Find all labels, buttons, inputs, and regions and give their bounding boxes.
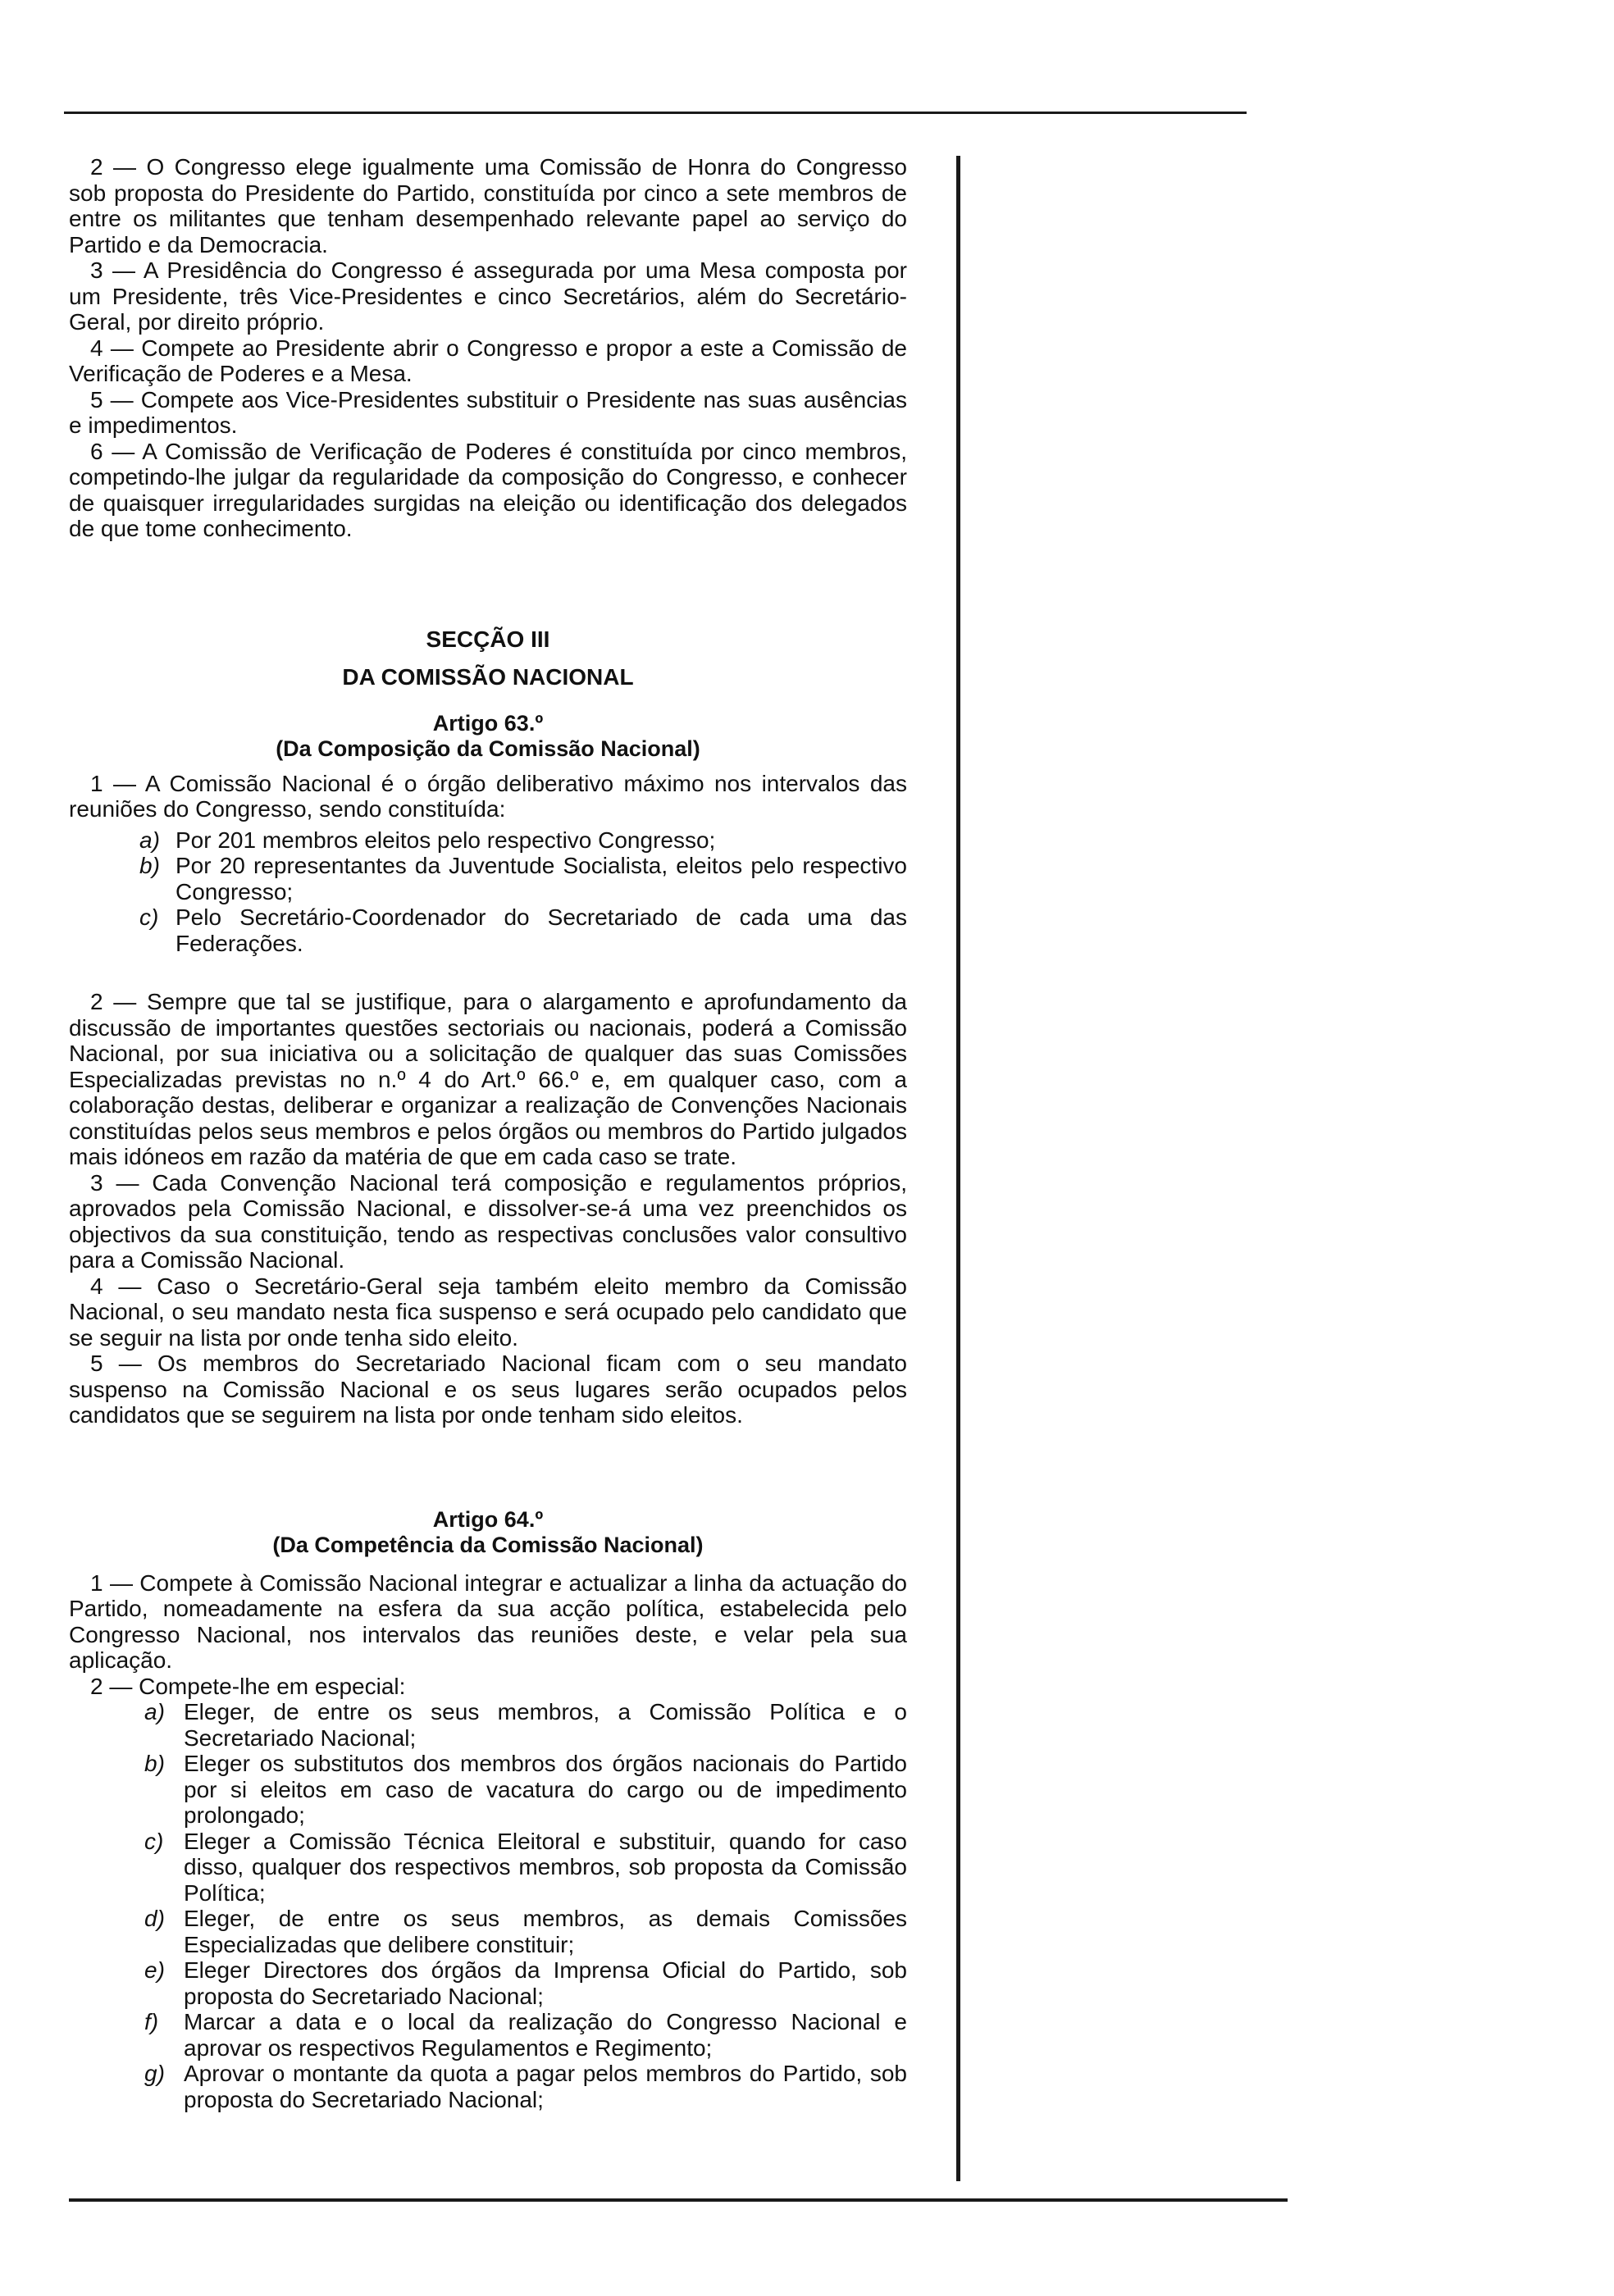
article-64-paragraph-2: 2 — Compete-lhe em especial: xyxy=(90,1673,406,1699)
list-marker: a) xyxy=(139,827,160,853)
list-item-text: Eleger, de entre os seus membros, a Comissão Política e o Secretariado Nacional; xyxy=(184,1699,907,1751)
paragraph-2: 2 — O Congresso elege igualmente uma Comissão de Honra do Congresso sob proposta do Presidente do Partido, constituída por cinco a sete membros de entre os militantes que tenham desempenhado relevante papel ao serviço do Partido e da Democracia. xyxy=(69,154,907,257)
list-item-text: Eleger os substitutos dos membros dos órgãos nacionais do Partido por si eleitos em caso de vacatura do cargo ou de impedimento prolongado; xyxy=(184,1751,907,1828)
paragraph-6: 6 — A Comissão de Verificação de Poderes é constituída por cinco membros, competindo-lhe julgar da regularidade da composição do Congresso, e conhecer de quaisquer irregularidades surgidas na eleição ou identificação dos delegados de que tome conhecimento. xyxy=(69,438,907,541)
list-item xyxy=(69,1957,907,2009)
article-64-list xyxy=(69,1699,907,2112)
list-marker: f) xyxy=(144,2009,159,2034)
paragraph-4: 4 — Compete ao Presidente abrir o Congresso e propor a este a Comissão de Verificação de Poderes e a Mesa. xyxy=(69,335,907,386)
list-item xyxy=(69,827,907,854)
list-marker: b) xyxy=(139,853,160,878)
paragraph-3: 3 — A Presidência do Congresso é assegurada por uma Mesa composta por um Presidente, três Vice-Presidentes e cinco Secretários, além do Secretário-Geral, por direito próprio. xyxy=(69,257,907,335)
list-item xyxy=(69,853,907,904)
list-item-text: Marcar a data e o local da realização do Congresso Nacional e aprovar os respectivos Regulamentos e Regimento; xyxy=(184,2009,907,2061)
column-rule xyxy=(956,156,960,2181)
top-rule xyxy=(64,112,1247,114)
list-item-text: Pelo Secretário-Coordenador do Secretariado de cada uma das Federações. xyxy=(176,904,907,956)
list-item xyxy=(69,2061,907,2112)
section-number: SECÇÃO III xyxy=(426,626,550,652)
list-marker: e) xyxy=(144,1957,165,1983)
article-63-subtitle: (Da Composição da Comissão Nacional) xyxy=(276,736,700,761)
list-marker: b) xyxy=(144,1751,165,1776)
list-item xyxy=(69,1699,907,1751)
article-63-title: Artigo 63.º xyxy=(432,710,544,736)
list-item xyxy=(69,1829,907,1906)
list-item xyxy=(69,1906,907,1957)
section-title: DA COMISSÃO NACIONAL xyxy=(342,663,634,690)
list-item-text: Por 201 membros eleitos pelo respectivo Congresso; xyxy=(176,827,716,853)
list-item xyxy=(69,2009,907,2061)
article-64-title: Artigo 64.º xyxy=(432,1506,544,1532)
list-marker: a) xyxy=(144,1699,165,1724)
list-item xyxy=(69,904,907,956)
list-item-text: Eleger, de entre os seus membros, as demais Comissões Especializadas que delibere constituir; xyxy=(184,1906,907,1957)
article-63-paragraph-3: 3 — Cada Convenção Nacional terá composição e regulamentos próprios, aprovados pela Comissão Nacional, e dissolver-se-á uma vez preenchidos os objectivos da sua constituição, tendo as respectivas conclusões valor consultivo para a Comissão Nacional. xyxy=(69,1169,907,1273)
list-item-text: Eleger a Comissão Técnica Eleitoral e substituir, quando for caso disso, qualquer dos respectivos membros, sob proposta da Comissão Política; xyxy=(184,1828,907,1906)
list-marker: d) xyxy=(144,1906,165,1931)
bottom-rule xyxy=(69,2198,1288,2202)
article-64-subtitle: (Da Competência da Comissão Nacional) xyxy=(272,1533,704,1557)
article-64-paragraph-1: 1 — Compete à Comissão Nacional integrar e actualizar a linha da actuação do Partido, nomeadamente na esfera da sua acção política, estabelecida pelo Congresso Nacional, nos intervalos das reuniões deste, e velar pela sua aplicação. xyxy=(69,1569,907,1673)
list-item-text: Eleger Directores dos órgãos da Imprensa Oficial do Partido, sob proposta do Secretariado Nacional; xyxy=(184,1957,907,2009)
text-column xyxy=(69,154,907,2112)
article-63-paragraph-2: 2 — Sempre que tal se justifique, para o alargamento e aprofundamento da discussão de importantes questões sectoriais ou nacionais, poderá a Comissão Nacional, por sua iniciativa ou a solicitação de qualquer das suas Comissões Especializadas previstas no n.º 4 do Art.º 66.º e, em qualquer caso, com a colaboração destas, deliberar e organizar a realização de Convenções Nacionais constituídas pelos seus membros e pelos órgãos ou membros do Partido julgados mais idóneos em razão da matéria de que em cada caso se trate. xyxy=(69,989,907,1169)
paragraph-5: 5 — Compete aos Vice-Presidentes substituir o Presidente nas suas ausências e impedimentos. xyxy=(69,386,907,438)
list-marker: c) xyxy=(139,904,159,930)
article-63-paragraph-1: 1 — A Comissão Nacional é o órgão deliberativo máximo nos intervalos das reuniões do Congresso, sendo constituída: xyxy=(69,770,907,822)
list-item-text: Por 20 representantes da Juventude Socialista, eleitos pelo respectivo Congresso; xyxy=(176,853,907,904)
list-marker: c) xyxy=(144,1828,164,1854)
article-63-paragraph-5: 5 — Os membros do Secretariado Nacional ficam com o seu mandato suspenso na Comissão Nacional e os seus lugares serão ocupados pelos candidatos que se seguirem na lista por onde tenham sido eleitos. xyxy=(69,1351,907,1428)
article-63-paragraph-4: 4 — Caso o Secretário-Geral seja também eleito membro da Comissão Nacional, o seu mandato nesta fica suspenso e será ocupado pelo candidato que se seguir na lista por onde tenha sido eleito. xyxy=(69,1273,907,1351)
list-item xyxy=(69,1751,907,1829)
article-63-list xyxy=(69,827,907,957)
list-marker: g) xyxy=(144,2061,165,2086)
list-item-text: Aprovar o montante da quota a pagar pelos membros do Partido, sob proposta do Secretariado Nacional; xyxy=(184,2061,907,2112)
